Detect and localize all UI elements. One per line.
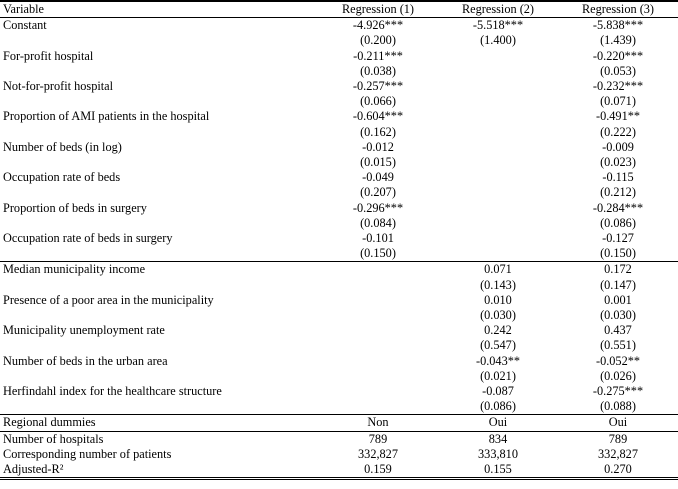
variable-label: Proportion of AMI patients in the hospital: [3, 109, 210, 124]
standard-error-row: [0, 399, 678, 415]
variable-label: Median municipality income: [0, 262, 318, 278]
coef-regression-2: 0.071: [438, 262, 558, 278]
standard-error-row: [0, 216, 678, 231]
se-regression-2: (1.400): [480, 33, 516, 48]
blank-cell: [0, 155, 318, 170]
coef-regression-3: -0.127: [602, 231, 634, 246]
se-regression-1: [318, 308, 438, 323]
coef-regression-1: -0.049: [362, 170, 394, 185]
se-regression-2: (0.021): [480, 368, 516, 383]
se-regression-1: (0.200): [360, 33, 396, 48]
coef-regression-3: -0.284***: [592, 200, 644, 215]
header-regression-2: Regression (2): [438, 1, 558, 18]
standard-error-row: [0, 33, 678, 48]
se-regression-1: (0.150): [360, 246, 396, 261]
header-regression-3: Regression (3): [558, 1, 678, 18]
coefficient-row: [0, 323, 678, 338]
se-regression-2: [438, 246, 558, 262]
se-regression-3: (1.439): [600, 33, 636, 48]
se-regression-1: (0.066): [360, 94, 396, 109]
se-regression-3: (0.147): [600, 277, 636, 292]
coef-regression-3: 0.001: [604, 292, 632, 307]
coefficient-row: [0, 293, 678, 308]
coef-regression-2: 0.010: [484, 292, 512, 307]
value-regression-1: Non: [318, 415, 438, 431]
coefficient-row: [0, 49, 678, 64]
coef-regression-1: [318, 323, 438, 338]
blank-cell: [0, 369, 318, 384]
blank-cell: [0, 64, 318, 79]
se-regression-2: [438, 216, 558, 231]
blank-cell: [0, 338, 318, 353]
coef-regression-2: -5.518***: [472, 18, 524, 33]
coef-regression-1: [318, 384, 438, 399]
coef-regression-2: [438, 201, 558, 216]
standard-error-row: [0, 155, 678, 170]
se-regression-2: [438, 185, 558, 200]
coef-regression-2: -0.043**: [475, 353, 521, 368]
se-regression-1: [318, 399, 438, 415]
se-regression-3: (0.053): [600, 63, 636, 78]
se-regression-1: (0.084): [360, 215, 396, 230]
variable-label: For-profit hospital: [3, 48, 94, 63]
blank-cell: [0, 185, 318, 200]
standard-error-row: [0, 64, 678, 79]
coef-regression-2: [438, 79, 558, 94]
coef-regression-3: -0.115: [602, 170, 634, 185]
coefficient-row: [0, 79, 678, 94]
coef-regression-3: -0.232***: [592, 79, 644, 94]
variable-label: Occupation rate of beds in surgery: [3, 231, 173, 246]
blank-cell: [0, 399, 318, 415]
coef-regression-1: -0.012: [362, 139, 394, 154]
coefficient-row: [0, 140, 678, 155]
se-regression-1: [318, 369, 438, 384]
value-regression-3: 0.270: [558, 462, 678, 479]
variable-label: Occupation rate of beds: [3, 170, 121, 185]
coefficient-row: [0, 231, 678, 246]
coef-regression-1: [318, 262, 438, 278]
se-regression-2: [438, 94, 558, 109]
variable-label: Presence of a poor area in the municipality: [3, 292, 214, 307]
standard-error-row: [0, 94, 678, 109]
coefficient-row: [0, 170, 678, 185]
coefficient-row: [0, 109, 678, 124]
coef-regression-3: -0.491**: [595, 109, 641, 124]
coef-regression-3: 0.437: [604, 323, 632, 338]
standard-error-row: [0, 369, 678, 384]
se-regression-2: (0.086): [480, 399, 516, 414]
blank-cell: [0, 33, 318, 48]
standard-error-row: [0, 246, 678, 262]
standard-error-row: [0, 125, 678, 140]
se-regression-3: (0.023): [600, 155, 636, 170]
row-label: Number of hospitals: [0, 431, 318, 447]
coef-regression-3: -0.220***: [592, 48, 644, 63]
blank-cell: [0, 246, 318, 262]
se-regression-3: (0.088): [600, 399, 636, 414]
coef-regression-2: [438, 170, 558, 185]
se-regression-2: [438, 125, 558, 140]
variable-label: Proportion of beds in surgery: [3, 200, 147, 215]
coef-regression-3: -0.052**: [595, 353, 641, 368]
coefficient-row: [0, 18, 678, 34]
se-regression-3: (0.212): [600, 185, 636, 200]
coef-regression-3: 0.172: [558, 262, 678, 278]
value-regression-3: Oui: [558, 415, 678, 431]
se-regression-3: (0.030): [600, 308, 636, 323]
coefficient-row: [0, 262, 678, 278]
variable-label: Number of beds (in log): [3, 139, 122, 154]
coef-regression-3: -0.009: [602, 139, 634, 154]
value-regression-1: 789: [318, 431, 438, 447]
value-regression-2: Oui: [438, 415, 558, 431]
header-row: [0, 1, 678, 18]
se-regression-3: (0.026): [600, 368, 636, 383]
se-regression-2: [438, 64, 558, 79]
coef-regression-1: -0.296***: [352, 200, 404, 215]
blank-cell: [0, 125, 318, 140]
variable-label: Municipality unemployment rate: [3, 323, 165, 338]
statistics-row: [0, 462, 678, 479]
coef-regression-2: [438, 140, 558, 155]
regional-dummies-row: [0, 415, 678, 431]
se-regression-2: (0.547): [480, 338, 516, 353]
coef-regression-2: [438, 231, 558, 246]
value-regression-2: 834: [438, 431, 558, 447]
se-regression-2: (0.143): [480, 277, 516, 292]
standard-error-row: [0, 278, 678, 293]
table-body: [0, 18, 678, 479]
variable-label: Herfindahl index for the healthcare structure: [3, 384, 222, 399]
se-regression-2: (0.030): [480, 308, 516, 323]
variable-label: Number of beds in the urban area: [3, 353, 168, 368]
se-regression-1: (0.162): [360, 124, 396, 139]
coef-regression-1: -0.257***: [352, 79, 404, 94]
coef-regression-3: -0.275***: [592, 384, 644, 399]
se-regression-3: (0.551): [600, 338, 636, 353]
value-regression-2: 0.155: [438, 462, 558, 479]
se-regression-3: (0.222): [600, 124, 636, 139]
blank-cell: [0, 94, 318, 109]
coef-regression-1: -0.101: [362, 231, 394, 246]
se-regression-1: [318, 338, 438, 353]
variable-label: Not-for-profit hospital: [3, 79, 114, 94]
statistics-row: [0, 431, 678, 447]
coef-regression-2: [438, 49, 558, 64]
coef-regression-2: 0.242: [484, 323, 512, 338]
coef-regression-1: [318, 293, 438, 308]
coef-regression-2: -0.087: [482, 384, 514, 399]
coefficient-row: [0, 354, 678, 369]
value-regression-3: 332,827: [598, 446, 638, 461]
coef-regression-3: -5.838***: [592, 18, 644, 33]
coef-regression-1: -0.604***: [352, 109, 404, 124]
row-label: Adjusted-R²: [0, 462, 318, 479]
row-label: Regional dummies: [0, 415, 318, 431]
value-regression-3: 789: [558, 431, 678, 447]
blank-cell: [0, 278, 318, 293]
standard-error-row: [0, 308, 678, 323]
standard-error-row: [0, 338, 678, 353]
statistics-row: [0, 447, 678, 462]
coefficient-row: [0, 384, 678, 399]
blank-cell: [0, 216, 318, 231]
value-regression-1: 332,827: [358, 446, 398, 461]
se-regression-3: (0.086): [600, 215, 636, 230]
header-variable: Variable: [0, 1, 318, 18]
se-regression-1: (0.015): [360, 155, 396, 170]
se-regression-1: (0.207): [360, 185, 396, 200]
value-regression-1: 0.159: [318, 462, 438, 479]
coef-regression-1: -4.926***: [352, 18, 404, 33]
coef-regression-1: -0.211***: [353, 48, 403, 63]
coef-regression-1: [318, 354, 438, 369]
se-regression-3: (0.071): [600, 94, 636, 109]
coefficient-row: [0, 201, 678, 216]
se-regression-1: (0.038): [360, 63, 396, 78]
blank-cell: [0, 308, 318, 323]
header-regression-1: Regression (1): [318, 1, 438, 18]
row-label: Corresponding number of patients: [3, 446, 172, 461]
standard-error-row: [0, 185, 678, 200]
se-regression-2: [438, 155, 558, 170]
variable-label: Constant: [3, 18, 47, 33]
se-regression-3: (0.150): [600, 246, 636, 261]
coef-regression-2: [438, 109, 558, 124]
value-regression-2: 333,810: [478, 446, 518, 461]
se-regression-1: [318, 278, 438, 293]
